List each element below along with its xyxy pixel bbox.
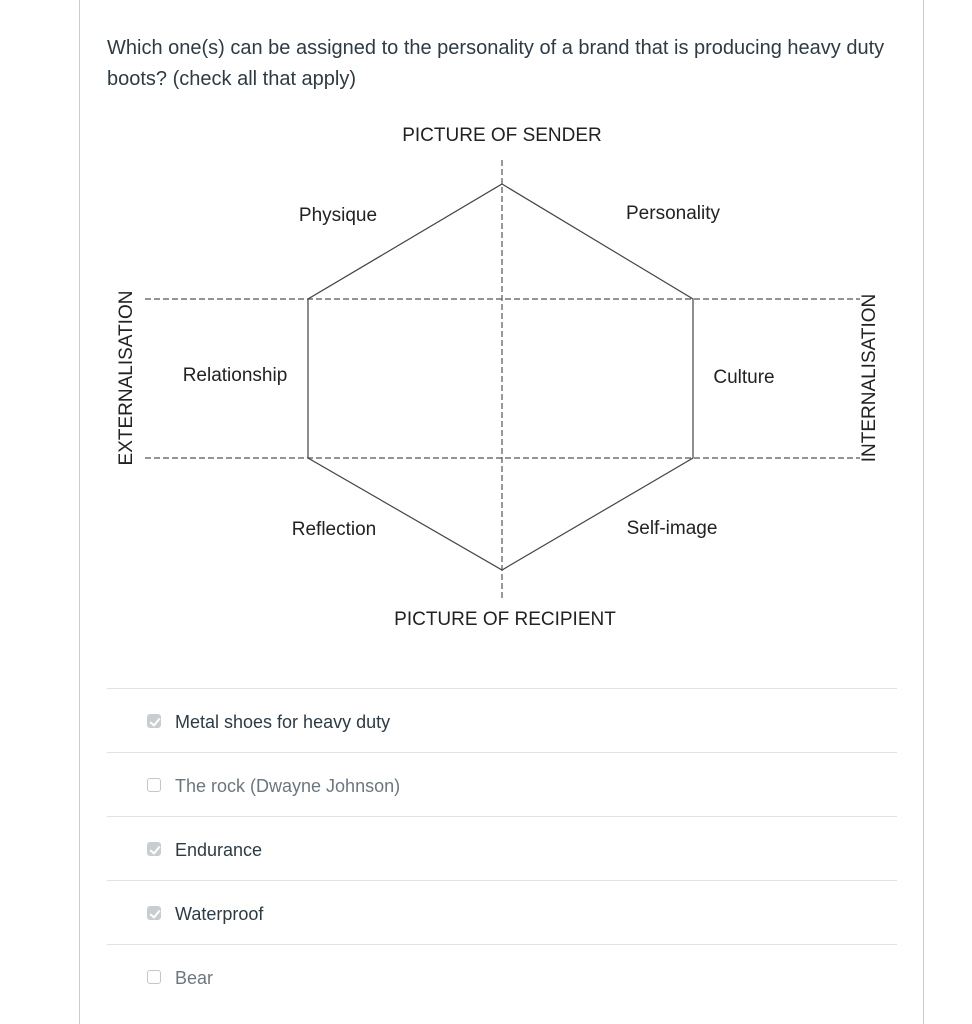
brand-identity-prism-figure bbox=[100, 110, 880, 650]
checkbox-icon[interactable] bbox=[147, 842, 161, 856]
facet-reflection: Reflection bbox=[291, 519, 377, 540]
checkbox-icon[interactable] bbox=[147, 906, 161, 920]
facet-physique: Physique bbox=[298, 205, 378, 226]
answer-label: Metal shoes for heavy duty bbox=[175, 712, 391, 732]
answer-label: Waterproof bbox=[175, 904, 264, 924]
facet-relationship: Relationship bbox=[182, 365, 288, 386]
right-label: INTERNALISATION bbox=[859, 293, 880, 463]
answer-option[interactable] bbox=[107, 880, 897, 944]
answer-label: Bear bbox=[175, 968, 214, 988]
facet-personality: Personality bbox=[626, 203, 720, 224]
answer-label: The rock (Dwayne Johnson) bbox=[175, 776, 401, 796]
checkbox-icon[interactable] bbox=[147, 714, 161, 728]
prism-hexagon bbox=[308, 184, 693, 570]
checkbox-icon[interactable] bbox=[147, 970, 161, 984]
top-label: PICTURE OF SENDER bbox=[402, 125, 602, 146]
bottom-label: PICTURE OF RECIPIENT bbox=[394, 609, 616, 630]
answer-option[interactable] bbox=[107, 752, 897, 816]
facet-culture: Culture bbox=[713, 367, 775, 388]
left-label: EXTERNALISATION bbox=[116, 290, 137, 466]
answer-list bbox=[107, 688, 897, 1008]
checkbox-icon[interactable] bbox=[147, 778, 161, 792]
facet-self-image: Self-image bbox=[626, 518, 718, 539]
answer-label: Endurance bbox=[175, 840, 263, 860]
answer-option[interactable] bbox=[107, 688, 897, 752]
question-text: Which one(s) can be assigned to the personality of a brand that is producing heavy duty boots? (check all that apply) bbox=[107, 37, 885, 90]
answer-option[interactable] bbox=[107, 944, 897, 1008]
answer-option[interactable] bbox=[107, 816, 897, 880]
